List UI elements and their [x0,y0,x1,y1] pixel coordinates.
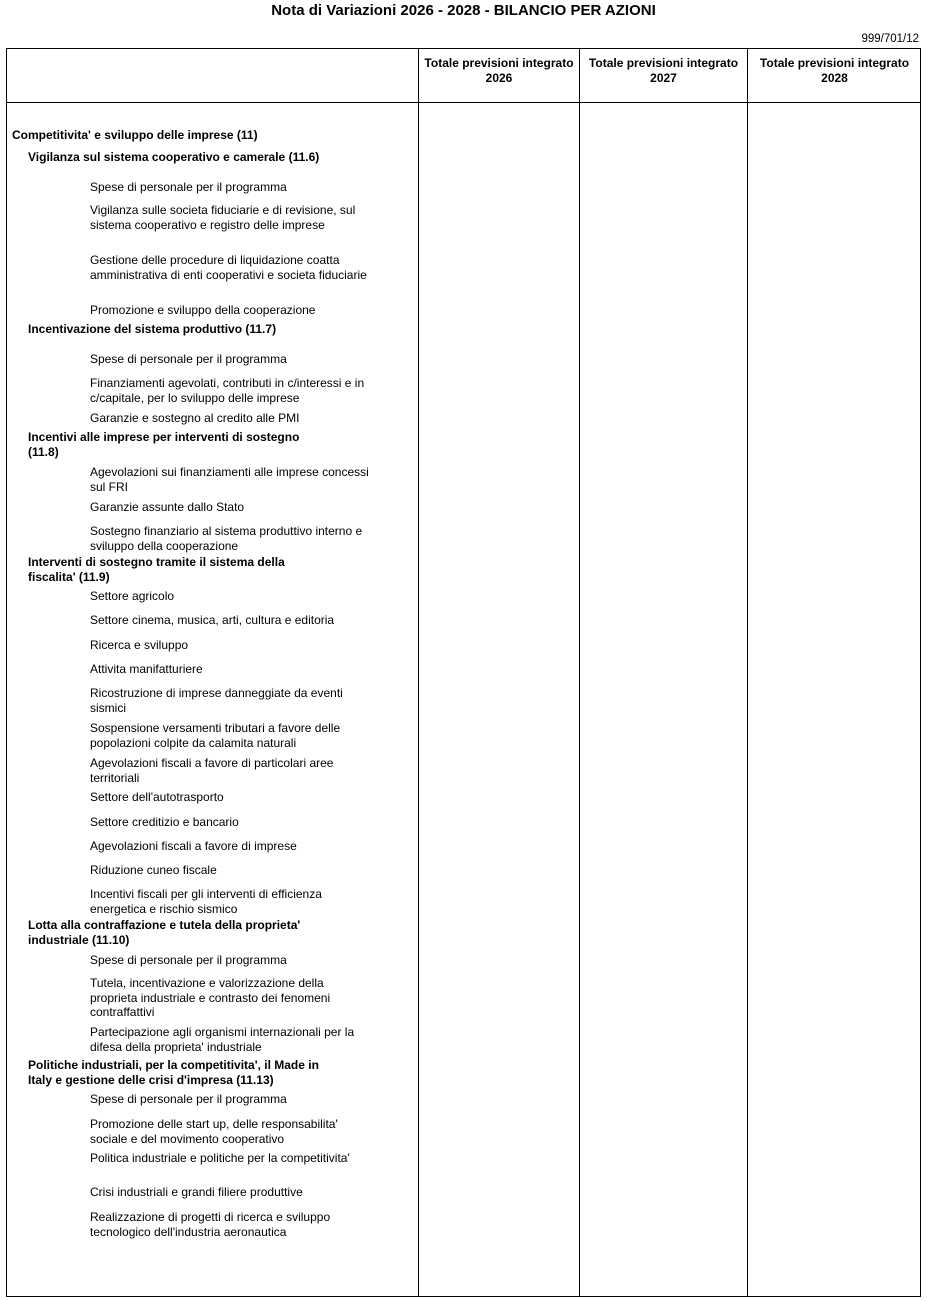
row-label: Garanzie assunte dallo Stato [90,500,245,514]
column-header-2026: Totale previsioni integrato 2026 [424,56,574,85]
row-label: Lotta alla contraffazione e tutela della proprieta' industriale (11.10) [28,918,301,947]
row-label: Crisi industriali e grandi filiere produttive [90,1185,303,1199]
row-label: Realizzazione di progetti di ricerca e sviluppo tecnologico dell'industria aeronautica [90,1210,331,1239]
row-label: Spese di personale per il programma [90,352,287,366]
column-divider [747,48,748,1297]
row-label: Attivita manifatturiere [90,662,203,676]
row-label: Settore dell'autotrasporto [90,790,224,804]
row-label: Sostegno finanziario al sistema produttivo interno e sviluppo della cooperazione [90,524,363,553]
page-title: Nota di Variazioni 2026 - 2028 - BILANCIO PER AZIONI [271,2,656,19]
row-label: Riduzione cuneo fiscale [90,863,217,877]
row-label: Incentivazione del sistema produttivo (11.7) [28,322,277,336]
row-label: Interventi di sostegno tramite il sistema della fiscalita' (11.9) [28,555,285,584]
row-label: Competitivita' e sviluppo delle imprese (11) [12,128,258,142]
row-label: Ricostruzione di imprese danneggiate da eventi sismici [90,686,343,715]
row-label: Vigilanza sulle societa fiduciarie e di revisione, sul sistema cooperativo e registro delle imprese [90,203,356,232]
row-label: Incentivi alle imprese per interventi di sostegno (11.8) [28,430,300,459]
row-label: Politica industriale e politiche per la competitivita' [90,1151,350,1165]
row-label: Ricerca e sviluppo [90,638,189,652]
row-label: Tutela, incentivazione e valorizzazione della proprieta industriale e contrasto dei fenomeni contraffattivi [90,976,331,1019]
row-label: Spese di personale per il programma [90,180,287,194]
row-label: Agevolazioni sui finanziamenti alle imprese concessi sul FRI [90,465,369,494]
row-label: Settore agricolo [90,589,175,603]
row-label: Vigilanza sul sistema cooperativo e camerale (11.6) [28,150,320,164]
row-label: Spese di personale per il programma [90,953,287,967]
row-label: Finanziamenti agevolati, contributi in c/interessi e in c/capitale, per lo sviluppo delle imprese [90,376,365,405]
row-label: Spese di personale per il programma [90,1092,287,1106]
column-header-2028: Totale previsioni integrato 2028 [759,56,910,85]
row-label: Settore creditizio e bancario [90,815,239,829]
column-header-2027: Totale previsioni integrato 2027 [588,56,739,85]
column-divider [418,48,419,1297]
row-label: Garanzie e sostegno al credito alle PMI [90,411,300,425]
row-label: Politiche industriali, per la competitivita', il Made in Italy e gestione delle crisi d'impresa (11.13) [28,1058,319,1087]
row-label: Agevolazioni fiscali a favore di imprese [90,839,297,853]
row-label: Promozione e sviluppo della cooperazione [90,303,316,317]
row-label: Settore cinema, musica, arti, cultura e editoria [90,613,335,627]
row-label: Agevolazioni fiscali a favore di particolari aree territoriali [90,756,334,785]
row-label: Sospensione versamenti tributari a favore delle popolazioni colpite da calamita naturali [90,721,341,750]
document-code: 999/701/12 [861,33,919,45]
row-label: Partecipazione agli organismi internazionali per la difesa della proprieta' industriale [90,1025,355,1054]
row-label: Incentivi fiscali per gli interventi di efficienza energetica e rischio sismico [90,887,322,916]
row-label: Gestione delle procedure di liquidazione coatta amministrativa di enti cooperativi e societa fiduciarie [90,253,367,282]
header-divider [6,102,921,103]
column-divider [579,48,580,1297]
row-label: Promozione delle start up, delle responsabilita' sociale e del movimento cooperativo [90,1117,338,1146]
